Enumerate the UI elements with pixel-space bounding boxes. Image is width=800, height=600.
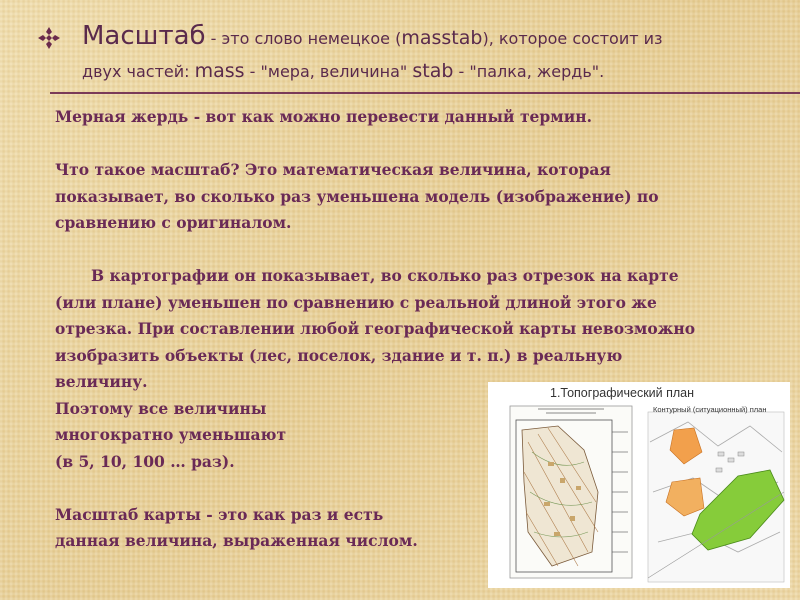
title-line2-c: - "палка, жердь". [453, 62, 605, 81]
title-line-2 [82, 55, 778, 88]
paragraph-3-line: изобразить объекты (лес, поселок, здание и т. п.) в реальную [55, 345, 623, 365]
map-figure [488, 382, 790, 588]
paragraph-4-line: Поэтому все величины [55, 398, 267, 418]
title-line2-b: - "мера, величина" [244, 62, 413, 81]
topographic-plan-image [510, 406, 632, 578]
paragraph-3-line: отрезка. При составлении любой географической карты невозможно [55, 319, 696, 338]
paragraph-1: Мерная жердь - вот как можно перевести данный термин. [55, 107, 592, 126]
title-line-1 [82, 20, 778, 55]
title-divider [50, 92, 800, 94]
slide-title [38, 20, 778, 88]
title-latin-2: mass [194, 60, 245, 82]
title-term: Масштаб [82, 21, 206, 51]
map-figure-title: 1.Топографический план [550, 386, 695, 400]
paragraph-5-line: Масштаб карты - это как раз и есть [55, 504, 384, 524]
title-latin-3: stab [412, 60, 454, 82]
paragraph-3-line: величину. [55, 372, 148, 391]
contour-plan-image [648, 405, 784, 582]
title-line2-a: двух частей: [82, 62, 195, 81]
paragraph-2-line: показывает, во сколько раз уменьшена модель (изображение) по [55, 186, 659, 206]
paragraph-5-line: данная величина, выраженная числом. [55, 531, 418, 550]
title-rest-1-end: ), которое состоит из [482, 29, 663, 48]
paragraph-3-line: (или плане) уменьшен по сравнению с реальной длиной этого же [55, 292, 657, 312]
paragraph-2-line: сравнению с оригиналом. [55, 213, 292, 232]
paragraph-4-line: (в 5, 10, 100 … раз). [55, 451, 235, 471]
contour-plan-label: Контурный (ситуационный) план [653, 405, 767, 414]
diamond-flourish-icon [38, 27, 60, 49]
title-rest-1: - это слово немецкое ( [205, 29, 402, 48]
paragraph-3-line: В картографии он показывает, во сколько раз отрезок на карте [91, 266, 679, 285]
paragraph-4-line: многократно уменьшают [55, 425, 287, 444]
title-latin-1: masstab [401, 27, 483, 49]
map-illustration [488, 382, 790, 588]
paragraph-2-line: Что такое масштаб? Это математическая величина, которая [55, 160, 611, 179]
